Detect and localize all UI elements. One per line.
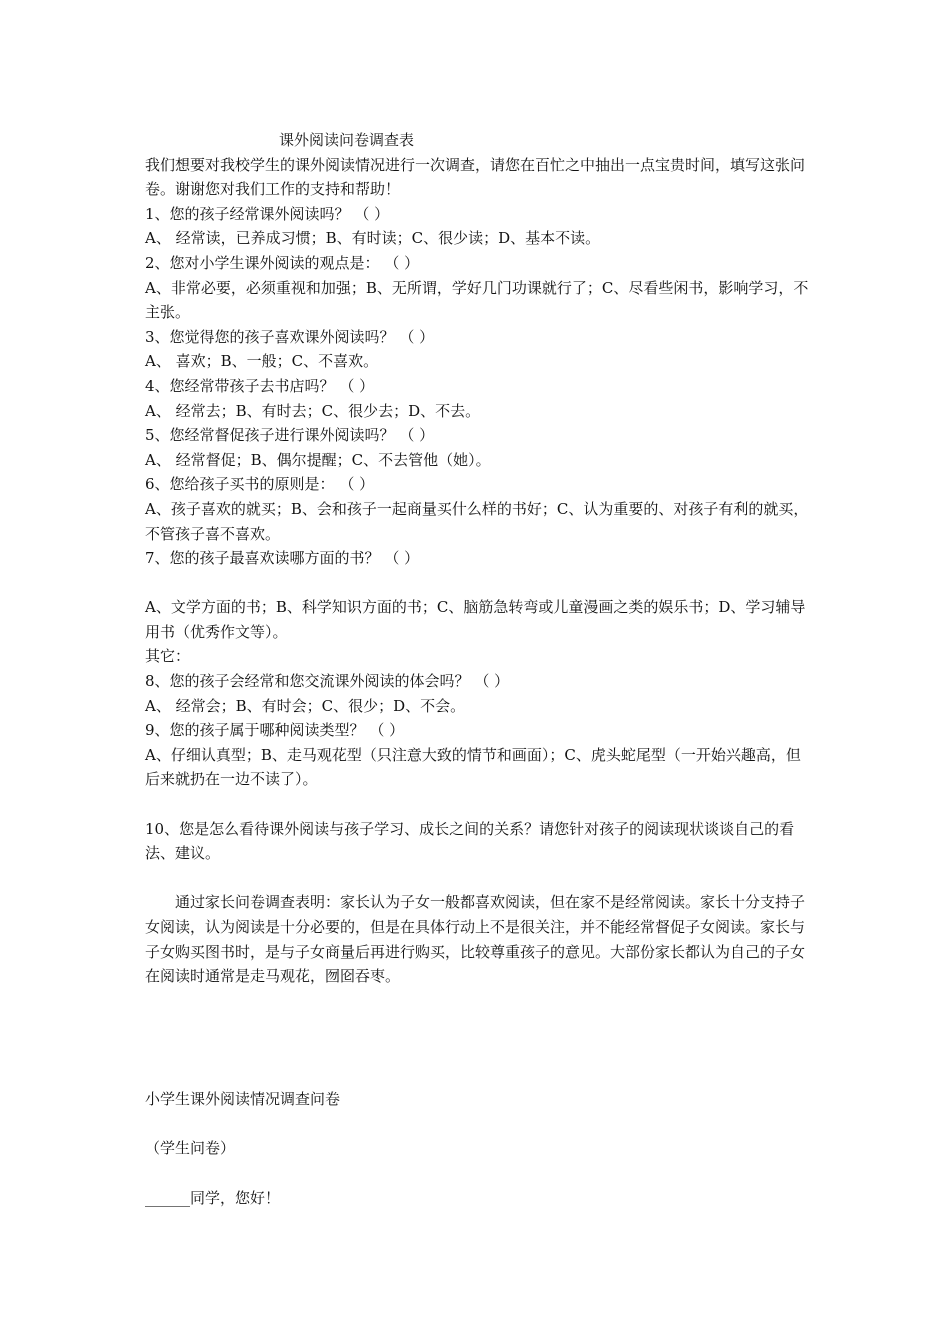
question-9: 9、您的孩子属于哪种阅读类型？ （ ） bbox=[145, 721, 405, 740]
student-survey-subtitle: （学生问卷） bbox=[145, 1139, 236, 1158]
question-6: 6、您给孩子买书的原则是： （ ） bbox=[145, 475, 375, 494]
survey-intro: 我们想要对我校学生的课外阅读情况进行一次调查，请您在百忙之中抽出一点宝贵时间，填写这张问卷。谢谢您对我们工作的支持和帮助！ bbox=[145, 155, 806, 199]
question-7: 7、您的孩子最喜欢读哪方面的书？ （ ） bbox=[145, 549, 420, 568]
student-survey-title: 小学生课外阅读情况调查问卷 bbox=[145, 1090, 341, 1109]
student-greeting: ______同学，您好！ bbox=[145, 1188, 281, 1207]
answer-options-6: A、孩子喜欢的就买；B、会和孩子一起商量买什么样的书好；C、认为重要的、对孩子有利的就买，不管孩子喜不喜欢。 bbox=[145, 499, 809, 543]
question-1: 1、您的孩子经常课外阅读吗？ （ ） bbox=[145, 204, 390, 223]
question-5: 5、您经常督促孩子进行课外阅读吗？ （ ） bbox=[145, 426, 435, 445]
answer-options-4: A、 经常去；B、有时去；C、很少去；D、不去。 bbox=[145, 401, 481, 420]
question-2: 2、您对小学生课外阅读的观点是： （ ） bbox=[145, 253, 420, 272]
question-3: 3、您觉得您的孩子喜欢课外阅读吗？ （ ） bbox=[145, 327, 435, 346]
spacer bbox=[145, 866, 815, 891]
spacer bbox=[145, 1063, 815, 1088]
spacer bbox=[145, 792, 815, 817]
spacer bbox=[145, 1112, 815, 1137]
answer-options-8: A、 经常会；B、有时会；C、很少；D、不会。 bbox=[145, 696, 466, 715]
survey-conclusion: 通过家长问卷调查表明：家长认为子女一般都喜欢阅读，但在家不是经常阅读。家长十分支持子女阅读，认为阅读是十分必要的，但是在具体行动上不是很关注，并不能经常督促子女阅读。家长与子女购买图书时，是与子女商量后再进行购买，比较尊重孩子的意见。大部份家长都认为自己的子女在阅读时通常是走马观花，囫囵吞枣。 bbox=[145, 893, 806, 986]
answer-other-7: 其它： bbox=[145, 647, 191, 666]
spacer bbox=[145, 1161, 815, 1186]
question-10: 10、您是怎么看待课外阅读与孩子学习、成长之间的关系？请您针对孩子的阅读现状谈谈自己的看法、建议。 bbox=[145, 819, 795, 863]
answer-options-1: A、 经常读，已养成习惯；B、有时读；C、很少读；D、基本不读。 bbox=[145, 229, 601, 248]
answer-options-5: A、 经常督促；B、偶尔提醒；C、不去管他（她）。 bbox=[145, 450, 491, 469]
spacer bbox=[145, 571, 815, 596]
answer-options-2: A、非常必要，必须重视和加强；B、无所谓，学好几门功课就行了；C、尽看些闲书，影响学习，不主张。 bbox=[145, 278, 809, 322]
question-8: 8、您的孩子会经常和您交流课外阅读的体会吗？ （ ） bbox=[145, 672, 510, 691]
question-4: 4、您经常带孩子去书店吗？ （ ） bbox=[145, 376, 375, 395]
answer-options-9: A、仔细认真型；B、走马观花型（只注意大致的情节和画面）；C、虎头蛇尾型（一开始兴趣高，但后来就扔在一边不读了）。 bbox=[145, 745, 801, 789]
answer-options-7: A、文学方面的书；B、科学知识方面的书；C、脑筋急转弯或儿童漫画之类的娱乐书；D、学习辅导用书（优秀作文等）。 bbox=[145, 598, 806, 641]
survey-title: 课外阅读问卷调查表 bbox=[279, 131, 415, 149]
document-page bbox=[145, 128, 815, 1210]
spacer bbox=[145, 989, 815, 1063]
answer-options-3: A、 喜欢；B、一般；C、不喜欢。 bbox=[145, 352, 379, 371]
